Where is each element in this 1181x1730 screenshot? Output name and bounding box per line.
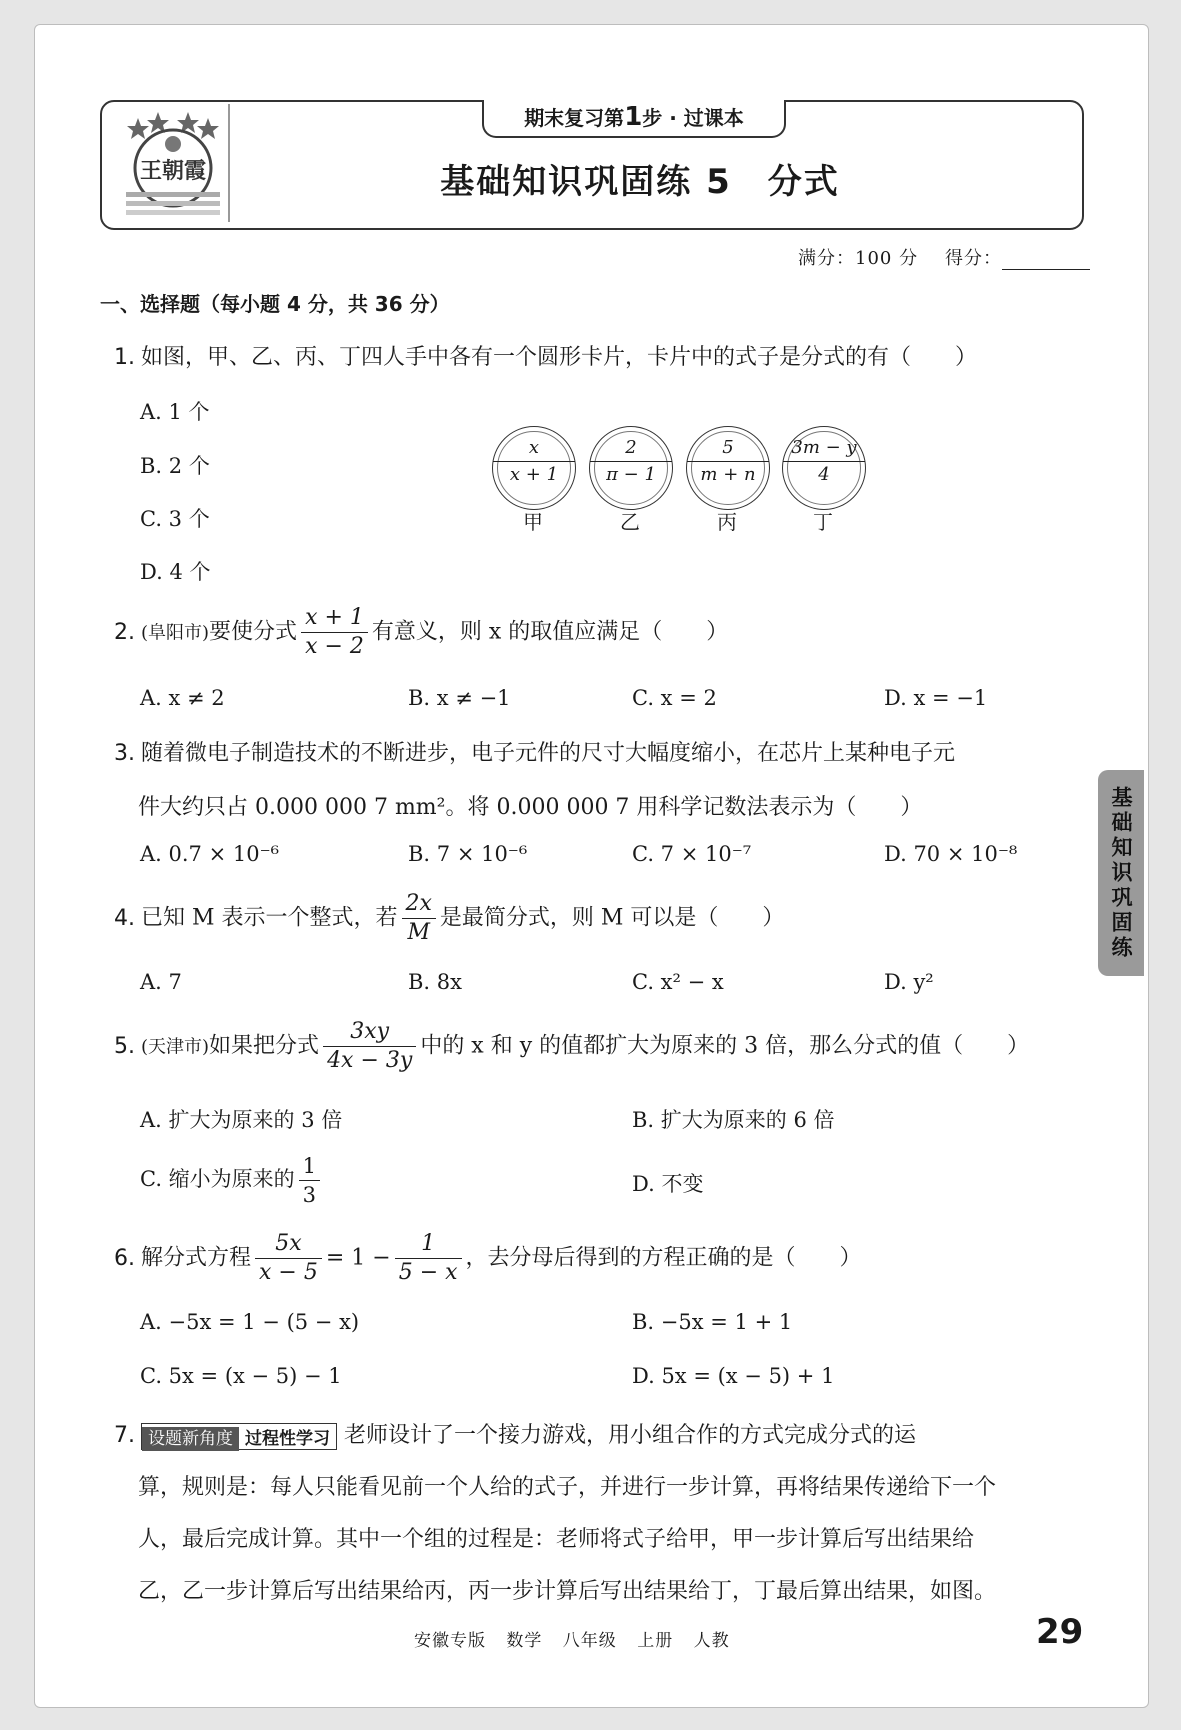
- fraction-2: [395, 1230, 462, 1287]
- tag-label: 设题新角度: [142, 1427, 239, 1451]
- question-source: (天津市): [141, 1036, 210, 1058]
- question-7-line2: 算，规则是：每人只能看见前一个人给的式子，并进行一步计算，再将结果传递给下一个: [138, 1475, 997, 1500]
- question-4: [114, 890, 784, 947]
- q1-option-b[interactable]: B. 2 个: [140, 454, 210, 478]
- option-text: C. 缩小为原来的: [140, 1167, 295, 1191]
- card-label: 丁: [813, 510, 833, 534]
- denominator: 4x − 3y: [327, 1048, 413, 1073]
- stem-post: 有意义，则 x 的取值应满足（ ）: [371, 619, 729, 645]
- q1-option-a[interactable]: A. 1 个: [140, 400, 210, 424]
- question-5: [114, 1018, 1029, 1075]
- q6-option-b[interactable]: B. −5x = 1 + 1: [632, 1310, 793, 1334]
- fraction: [301, 604, 368, 661]
- stem-pre: 如果把分式: [209, 1033, 320, 1059]
- card-numerator: 3m − y: [783, 435, 865, 462]
- numerator: 5x: [255, 1230, 322, 1259]
- q2-option-a[interactable]: A. x ≠ 2: [140, 686, 225, 710]
- step-prefix: 期末复习第: [524, 106, 625, 130]
- question-2: [114, 604, 728, 661]
- question-3-line2: 件大约只占 0.000 000 7 mm²。将 0.000 000 7 用科学记数法表示为（ ）: [138, 795, 923, 820]
- stem-pre: 已知 M 表示一个整式，若: [141, 905, 398, 931]
- card-ding: [782, 426, 866, 510]
- question-7-line4: 乙，乙一步计算后写出结果给丙，丙一步计算后写出结果给丁，丁最后算出结果，如图。: [138, 1579, 997, 1604]
- q4-option-d[interactable]: D. y²: [884, 970, 934, 994]
- page-number: 29: [1036, 1612, 1084, 1652]
- svg-text:王朝霞: 王朝霞: [139, 158, 207, 184]
- stem-post: ，去分母后得到的方程正确的是（ ）: [465, 1245, 862, 1271]
- question-number: 1.: [114, 345, 135, 370]
- score-blank[interactable]: [1002, 251, 1090, 270]
- q5-option-c[interactable]: [140, 1152, 324, 1209]
- card-denominator: 4: [818, 464, 830, 485]
- question-7: [114, 1418, 916, 1450]
- page-sheet: [34, 24, 1149, 1708]
- page-title: 基础知识巩固练 5 分式: [440, 162, 840, 202]
- q5-option-b[interactable]: B. 扩大为原来的 6 倍: [632, 1108, 835, 1132]
- q4-option-b[interactable]: B. 8x: [408, 970, 462, 994]
- side-tab-basic-knowledge[interactable]: 基础知识巩固练: [1098, 770, 1144, 976]
- step-suffix: 步 · 过课本: [642, 106, 744, 130]
- card-label: 乙: [620, 510, 640, 534]
- question-stem: 如图，甲、乙、丙、丁四人手中各有一个圆形卡片，卡片中的式子是分式的有（ ）: [141, 345, 978, 370]
- q3-option-c[interactable]: C. 7 × 10⁻⁷: [632, 842, 752, 866]
- card-denominator: π − 1: [606, 464, 656, 485]
- stem-post: 中的 x 和 y 的值都扩大为原来的 3 倍，那么分式的值（ ）: [420, 1033, 1030, 1059]
- question-number: 5.: [114, 1033, 135, 1059]
- full-score: 满分：100 分: [798, 248, 919, 269]
- section-heading: 一、选择题（每小题 4 分，共 36 分）: [100, 292, 450, 316]
- question-6: [114, 1230, 862, 1287]
- q5-option-a[interactable]: A. 扩大为原来的 3 倍: [140, 1108, 343, 1132]
- question-3: [114, 736, 955, 767]
- step-number: 1: [624, 102, 643, 132]
- denominator: x − 2: [305, 634, 364, 659]
- card-label: 甲: [523, 510, 543, 534]
- card-bing: [686, 426, 770, 510]
- question-stem-line1: 老师设计了一个接力游戏，用小组合作的方式完成分式的运: [344, 1423, 917, 1448]
- question-number: 6.: [114, 1245, 135, 1271]
- stem-post: 是最简分式，则 M 可以是（ ）: [439, 905, 785, 931]
- q5-option-d[interactable]: D. 不变: [632, 1172, 704, 1196]
- q3-option-a[interactable]: A. 0.7 × 10⁻⁶: [140, 842, 280, 866]
- q4-option-c[interactable]: C. x² − x: [632, 970, 724, 994]
- card-denominator: m + n: [700, 464, 756, 485]
- question-number: 3.: [114, 741, 135, 766]
- q1-option-d[interactable]: D. 4 个: [140, 560, 211, 584]
- fraction: [323, 1018, 416, 1075]
- question-number: 2.: [114, 619, 135, 645]
- fraction: [299, 1152, 320, 1209]
- card-label: 丙: [717, 510, 737, 534]
- step-tab: [482, 100, 786, 138]
- denominator: x − 5: [259, 1260, 318, 1285]
- card-numerator: 2: [590, 435, 672, 462]
- q3-option-d[interactable]: D. 70 × 10⁻⁸: [884, 842, 1018, 866]
- q6-option-a[interactable]: A. −5x = 1 − (5 − x): [140, 1310, 360, 1334]
- stem-pre: 解分式方程: [141, 1245, 252, 1271]
- question-stem-line1: 随着微电子制造技术的不断进步，电子元件的尺寸大幅度缩小，在芯片上某种电子元: [141, 741, 956, 766]
- stem-mid: = 1 −: [325, 1245, 391, 1271]
- denominator: 5 − x: [398, 1260, 458, 1285]
- footer-info: 安徽专版 数学 八年级 上册 人教: [414, 1631, 730, 1651]
- score-line: [798, 244, 1090, 270]
- q1-option-c[interactable]: C. 3 个: [140, 507, 210, 531]
- denominator: 3: [302, 1183, 317, 1207]
- q2-option-c[interactable]: C. x = 2: [632, 686, 717, 710]
- banner-divider: [228, 104, 230, 222]
- new-angle-tag: [141, 1423, 337, 1450]
- fraction-1: [255, 1230, 322, 1287]
- q6-option-c[interactable]: C. 5x = (x − 5) − 1: [140, 1364, 342, 1388]
- numerator: x + 1: [301, 604, 368, 633]
- q2-option-b[interactable]: B. x ≠ −1: [408, 686, 511, 710]
- stem-pre: 要使分式: [209, 619, 298, 645]
- q3-option-b[interactable]: B. 7 × 10⁻⁶: [408, 842, 528, 866]
- q2-option-d[interactable]: D. x = −1: [884, 686, 988, 710]
- tag-label: 过程性学习: [245, 1428, 330, 1449]
- q4-option-a[interactable]: A. 7: [140, 970, 182, 994]
- card-yi: [589, 426, 673, 510]
- question-1: [114, 340, 977, 371]
- card-numerator: x: [493, 435, 575, 462]
- fraction: [402, 890, 436, 947]
- publisher-logo: [118, 106, 228, 218]
- question-number: 7.: [114, 1423, 135, 1448]
- question-7-line3: 人，最后完成计算。其中一个组的过程是：老师将式子给甲，甲一步计算后写出结果给: [138, 1527, 975, 1552]
- numerator: 1: [395, 1230, 462, 1259]
- q6-option-d[interactable]: D. 5x = (x − 5) + 1: [632, 1364, 835, 1388]
- numerator: 1: [299, 1152, 320, 1181]
- card-numerator: 5: [687, 435, 769, 462]
- numerator: 2x: [402, 890, 436, 919]
- got-score-label: 得分：: [944, 248, 1002, 269]
- card-denominator: x + 1: [509, 464, 559, 485]
- numerator: 3xy: [323, 1018, 416, 1047]
- question-number: 4.: [114, 905, 135, 931]
- card-jia: [492, 426, 576, 510]
- denominator: M: [407, 920, 430, 945]
- question-source: (阜阳市): [141, 622, 210, 644]
